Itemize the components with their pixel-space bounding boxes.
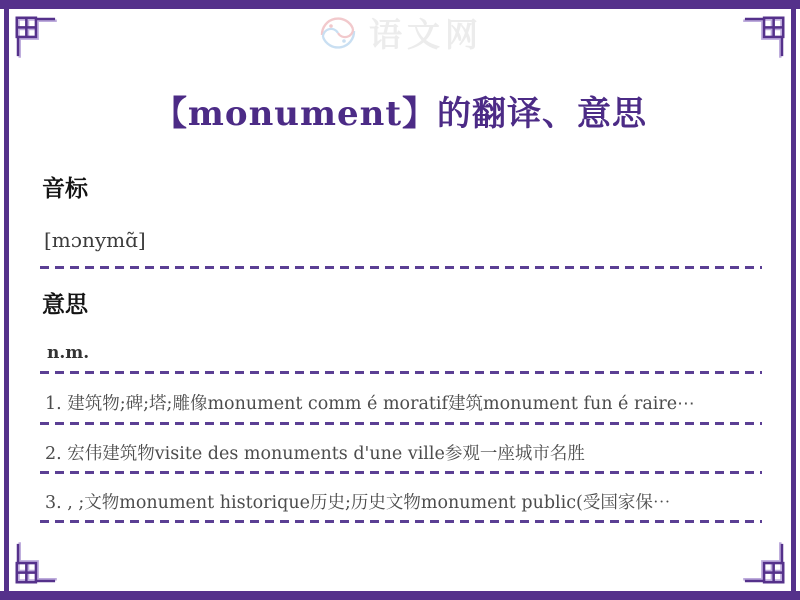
- frame-border-bottom: [0, 591, 800, 600]
- phonetic-value: [mɔnymɑ̃]: [44, 228, 146, 252]
- definition-item: 2. 宏伟建筑物visite des monuments d'une ville参观一座城市名胜: [45, 444, 585, 464]
- corner-ornament-top-right-icon: [743, 12, 789, 58]
- section-divider: [40, 266, 762, 269]
- corner-ornament-bottom-right-icon: [743, 542, 789, 588]
- definition-item: 1. 建筑物;碑;塔;雕像monument comm é moratif建筑monument fun é raire⋯: [45, 394, 695, 414]
- definition-divider: [40, 471, 762, 474]
- part-of-speech-label: n.m.: [47, 343, 90, 363]
- corner-ornament-top-left-icon: [11, 12, 57, 58]
- page-title: 【monument】的翻译、意思: [152, 94, 648, 134]
- site-logo[interactable]: [317, 9, 483, 56]
- meaning-section-heading: 意思: [42, 291, 88, 318]
- definition-divider: [40, 371, 762, 374]
- definition-divider: [40, 520, 762, 523]
- logo-text: 语文网: [369, 15, 483, 54]
- logo-fish-icon: [317, 12, 359, 54]
- corner-ornament-bottom-left-icon: [11, 542, 57, 588]
- definition-divider: [40, 422, 762, 425]
- phonetic-section-heading: 音标: [42, 175, 88, 202]
- frame-border-top: [0, 0, 800, 9]
- definition-item: 3. , ;文物monument historique历史;历史文物monument public(受国家保⋯: [45, 493, 671, 513]
